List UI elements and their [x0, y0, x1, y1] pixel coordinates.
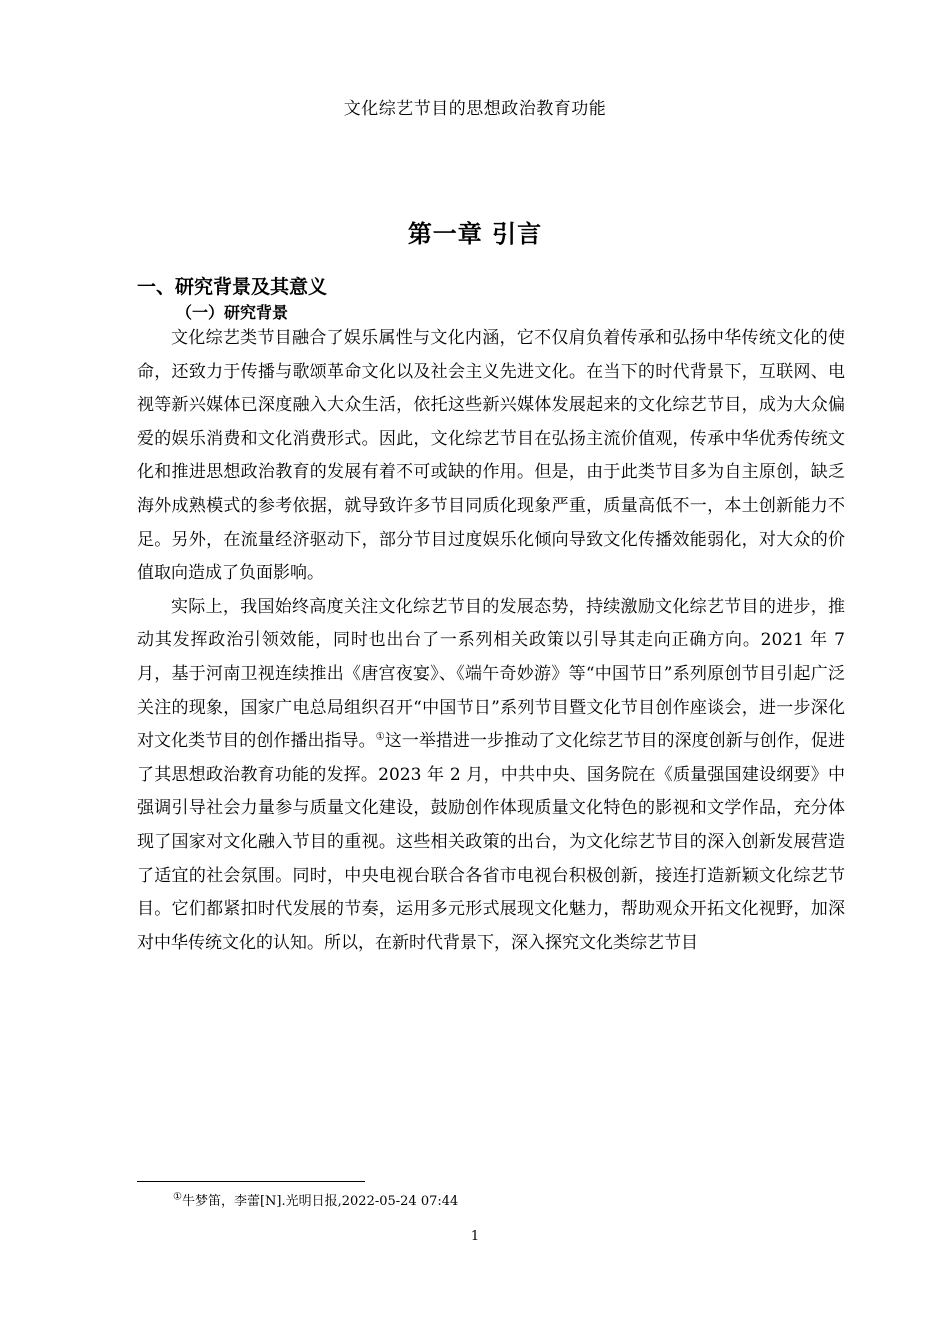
paragraph-2-part-1: 实际上，我国始终高度关注文化综艺节目的发展态势，持续激励文化综艺节目的进步，推动其发挥政治引领效能，同时也出台了一系列相关政策以引导其走向正确方向。2021 年 7 月，基于河南卫视连续推出《唐宫夜宴》、《端午奇妙游》等“中国节日”系列原创节目引起广泛关注的现象，国家广电总局组织召开“中国节日”系列节目暨文化节目创作座谈会，进一步深化对文化类节目的创作播出指导。 — [137, 596, 845, 752]
paragraph-2-part-2: 这一举措进一步推动了文化综艺节目的深度创新与创作，促进了其思想政治教育功能的发挥。2023 年 2 月，中共中央、国务院在《质量强国建设纲要》中强调引导社会力量参与质量文化建设，鼓励创作体现质量文化特色的影视和文学作品，充分体现了国家对文化融入节目的重视。这些相关政策的出台，为文化综艺节目的深入创新发展营造了适宜的社会氛围。同时，中央电视台联合各省市电视台积极创新，接连打造新颖文化综艺节目。它们都紧扣时代发展的节奏，运用多元形式展现文化魅力，帮助观众开拓文化视野，加深对中华传统文化的认知。所以，在新时代背景下，深入探究文化类综艺节目 — [137, 731, 846, 953]
body-text — [137, 322, 845, 960]
page-number: 1 — [470, 1229, 480, 1244]
section-heading: 一、研究背景及其意义 — [137, 276, 328, 298]
footnote-separator — [137, 1181, 365, 1182]
footnote — [173, 1190, 458, 1209]
subsection-heading: （一）研究背景 — [176, 303, 289, 322]
footnote-mark: ① — [173, 1191, 182, 1203]
paragraph-2 — [137, 591, 845, 961]
chapter-title: 第一章 引言 — [407, 220, 543, 248]
paragraph-1: 文化综艺类节目融合了娱乐属性与文化内涵，它不仅肩负着传承和弘扬中华传统文化的使命，还致力于传播与歌颂革命文化以及社会主义先进文化。在当下的时代背景下，互联网、电视等新兴媒体已深度融入大众生活，依托这些新兴媒体发展起来的文化综艺节目，成为大众偏爱的娱乐消费和文化消费形式。因此，文化综艺节目在弘扬主流价值观，传承中华优秀传统文化和推进思想政治教育的发展有着不可或缺的作用。但是，由于此类节目多为自主原创，缺乏海外成熟模式的参考依据，就导致许多节目同质化现象严重，质量高低不一，本土创新能力不足。另外，在流量经济驱动下，部分节目过度娱乐化倾向导致文化传播效能弱化，对大众的价值取向造成了负面影响。 — [137, 328, 845, 584]
footnote-text: 牛梦笛，李蕾[N].光明日报,2022-05-24 07:44 — [181, 1194, 459, 1209]
running-header: 文化综艺节目的思想政治教育功能 — [343, 99, 607, 119]
footnote-reference[interactable]: ① — [375, 731, 385, 743]
